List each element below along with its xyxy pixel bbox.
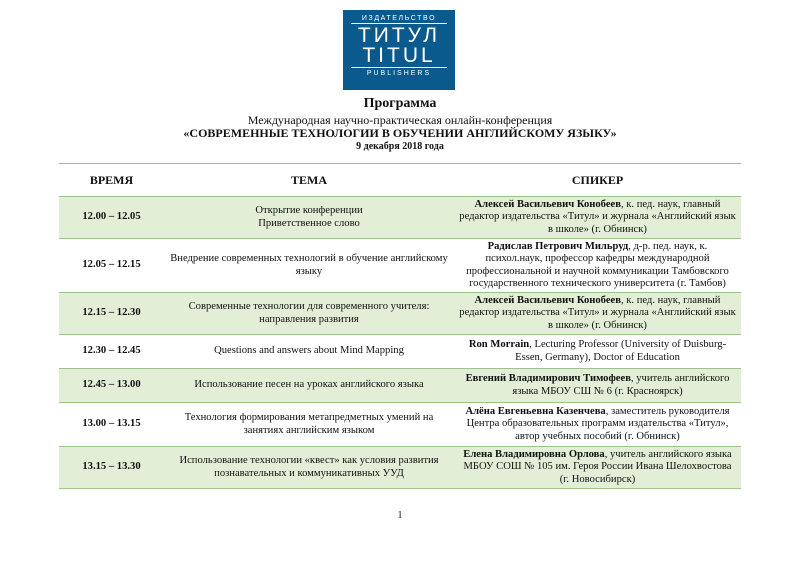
session-speaker: [454, 403, 741, 447]
page-number: 1: [397, 510, 403, 521]
table-row: [59, 293, 741, 335]
column-header-speaker: СПИКЕР: [454, 164, 741, 197]
logo-latin-text: TITUL: [362, 44, 436, 67]
speaker-details: , Lecturing Professor (University of Duisburg-Essen, Germany), Doctor of Education: [515, 339, 727, 363]
session-speaker: [454, 293, 741, 335]
speaker-name: Елена Владимировна Орлова: [463, 449, 605, 461]
session-time: 12.30 – 12.45: [59, 335, 164, 369]
session-speaker: [454, 197, 741, 239]
speaker-details: , учитель английского языка МБОУ СШ № 6 (г. Красноярск): [512, 373, 730, 397]
page-title: Программа: [363, 96, 437, 111]
speaker-name: Ron Morrain: [468, 339, 530, 351]
logo-top-text: ИЗДАТЕЛЬСТВО: [361, 15, 437, 22]
table-header-row: [59, 164, 741, 197]
session-time: 13.15 – 13.30: [59, 447, 164, 489]
session-topic: Questions and answers about Mind Mapping: [164, 335, 454, 369]
speaker-name: Алексей Васильевич Конобеев: [474, 199, 621, 211]
speaker-name: Алёна Евгеньевна Казенчева: [465, 406, 606, 418]
session-time: 12.00 – 12.05: [59, 197, 164, 239]
session-speaker: [454, 447, 741, 489]
table-row: [59, 239, 741, 293]
table-row: [59, 197, 741, 239]
table-row: [59, 447, 741, 489]
speaker-details: , учитель английского языка МБОУ СОШ № 105 им. Героя России Ивана Шелохвостова (г. Новосибирск): [463, 449, 732, 485]
session-time: 12.45 – 13.00: [59, 369, 164, 403]
speaker-name: Алексей Васильевич Конобеев: [474, 295, 621, 307]
column-header-topic: ТЕМА: [164, 164, 454, 197]
session-time: 12.15 – 12.30: [59, 293, 164, 335]
session-topic: Использование технологии «квест» как условия развития познавательных и коммуникативных УУД: [164, 447, 454, 489]
conference-name: «СОВРЕМЕННЫЕ ТЕХНОЛОГИИ В ОБУЧЕНИИ АНГЛИЙСКОМУ ЯЗЫКУ»: [183, 126, 617, 140]
session-speaker: [454, 239, 741, 293]
program-table: [59, 163, 741, 489]
table-row: [59, 403, 741, 447]
session-topic: Современные технологии для современного учителя: направления развития: [164, 293, 454, 335]
logo-bottom-text: PUBLISHERS: [366, 70, 432, 77]
column-header-time: ВРЕМЯ: [59, 164, 164, 197]
logo-cyrillic-text: ТИТУЛ: [357, 24, 441, 47]
table-row: [59, 369, 741, 403]
session-topic: Внедрение современных технологий в обучение английскому языку: [164, 239, 454, 293]
session-speaker: [454, 369, 741, 403]
session-time: 13.00 – 13.15: [59, 403, 164, 447]
speaker-details: , к. пед. наук, главный редактор издательства «Титул» и журнала «Английский язык в школе» (г. Обнинск): [459, 295, 736, 331]
speaker-name: Радислав Петрович Мильруд: [487, 241, 629, 253]
speaker-name: Евгений Владимирович Тимофеев: [465, 373, 631, 385]
session-topic: Открытие конференции Приветственное слово: [164, 197, 454, 239]
session-time: 12.05 – 12.15: [59, 239, 164, 293]
speaker-details: , д-р. пед. наук, к. психол.наук, профессор кафедры международной профессиональной и научной коммуникации Тамбовского государственного технического университета (г. Тамбов): [466, 241, 729, 289]
session-topic: Использование песен на уроках английского языка: [164, 369, 454, 403]
speaker-details: , заместитель руководителя Центра образовательных программ издательства «Титул», автор учебных пособий (г. Обнинск): [466, 406, 730, 442]
speaker-details: , к. пед. наук, главный редактор издательства «Титул» и журнала «Английский язык в школе» (г. Обнинск): [459, 199, 736, 235]
publisher-logo: [343, 10, 455, 90]
table-row: [59, 335, 741, 369]
session-topic: Технология формирования метапредметных умений на занятиях английским языком: [164, 403, 454, 447]
conference-type: Международная научно-практическая онлайн-конференция: [247, 113, 553, 127]
conference-date: 9 декабря 2018 года: [356, 141, 444, 152]
session-speaker: [454, 335, 741, 369]
